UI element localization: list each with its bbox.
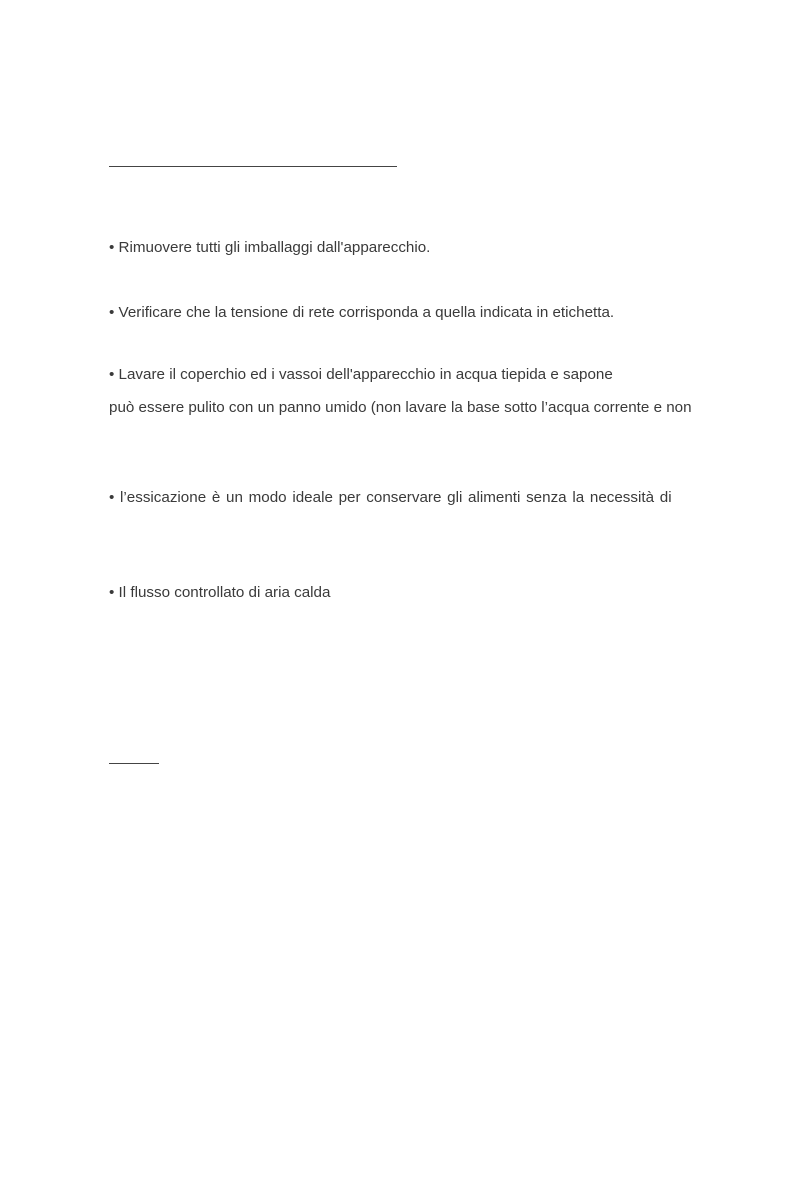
section-heading-underline: [109, 166, 397, 167]
bullet-wash-lid-trays-continued: può essere pulito con un panno umido (non lavare la base sotto l’acqua corrente e non: [109, 399, 692, 416]
bullet-wash-lid-trays: • Lavare il coperchio ed i vassoi dell'apparecchio in acqua tiepida e sapone: [109, 366, 613, 383]
bullet-check-voltage: • Verificare che la tensione di rete corrisponda a quella indicata in etichetta.: [109, 304, 615, 321]
bullet-hot-air-flow: • Il flusso controllato di aria calda: [109, 584, 331, 601]
bullet-drying-ideal: • l’essicazione è un modo ideale per conservare gli alimenti senza la necessità di: [109, 489, 672, 506]
bullet-remove-packaging: • Rimuovere tutti gli imballaggi dall'apparecchio.: [109, 239, 431, 256]
section-heading-underline-short: [109, 763, 159, 764]
